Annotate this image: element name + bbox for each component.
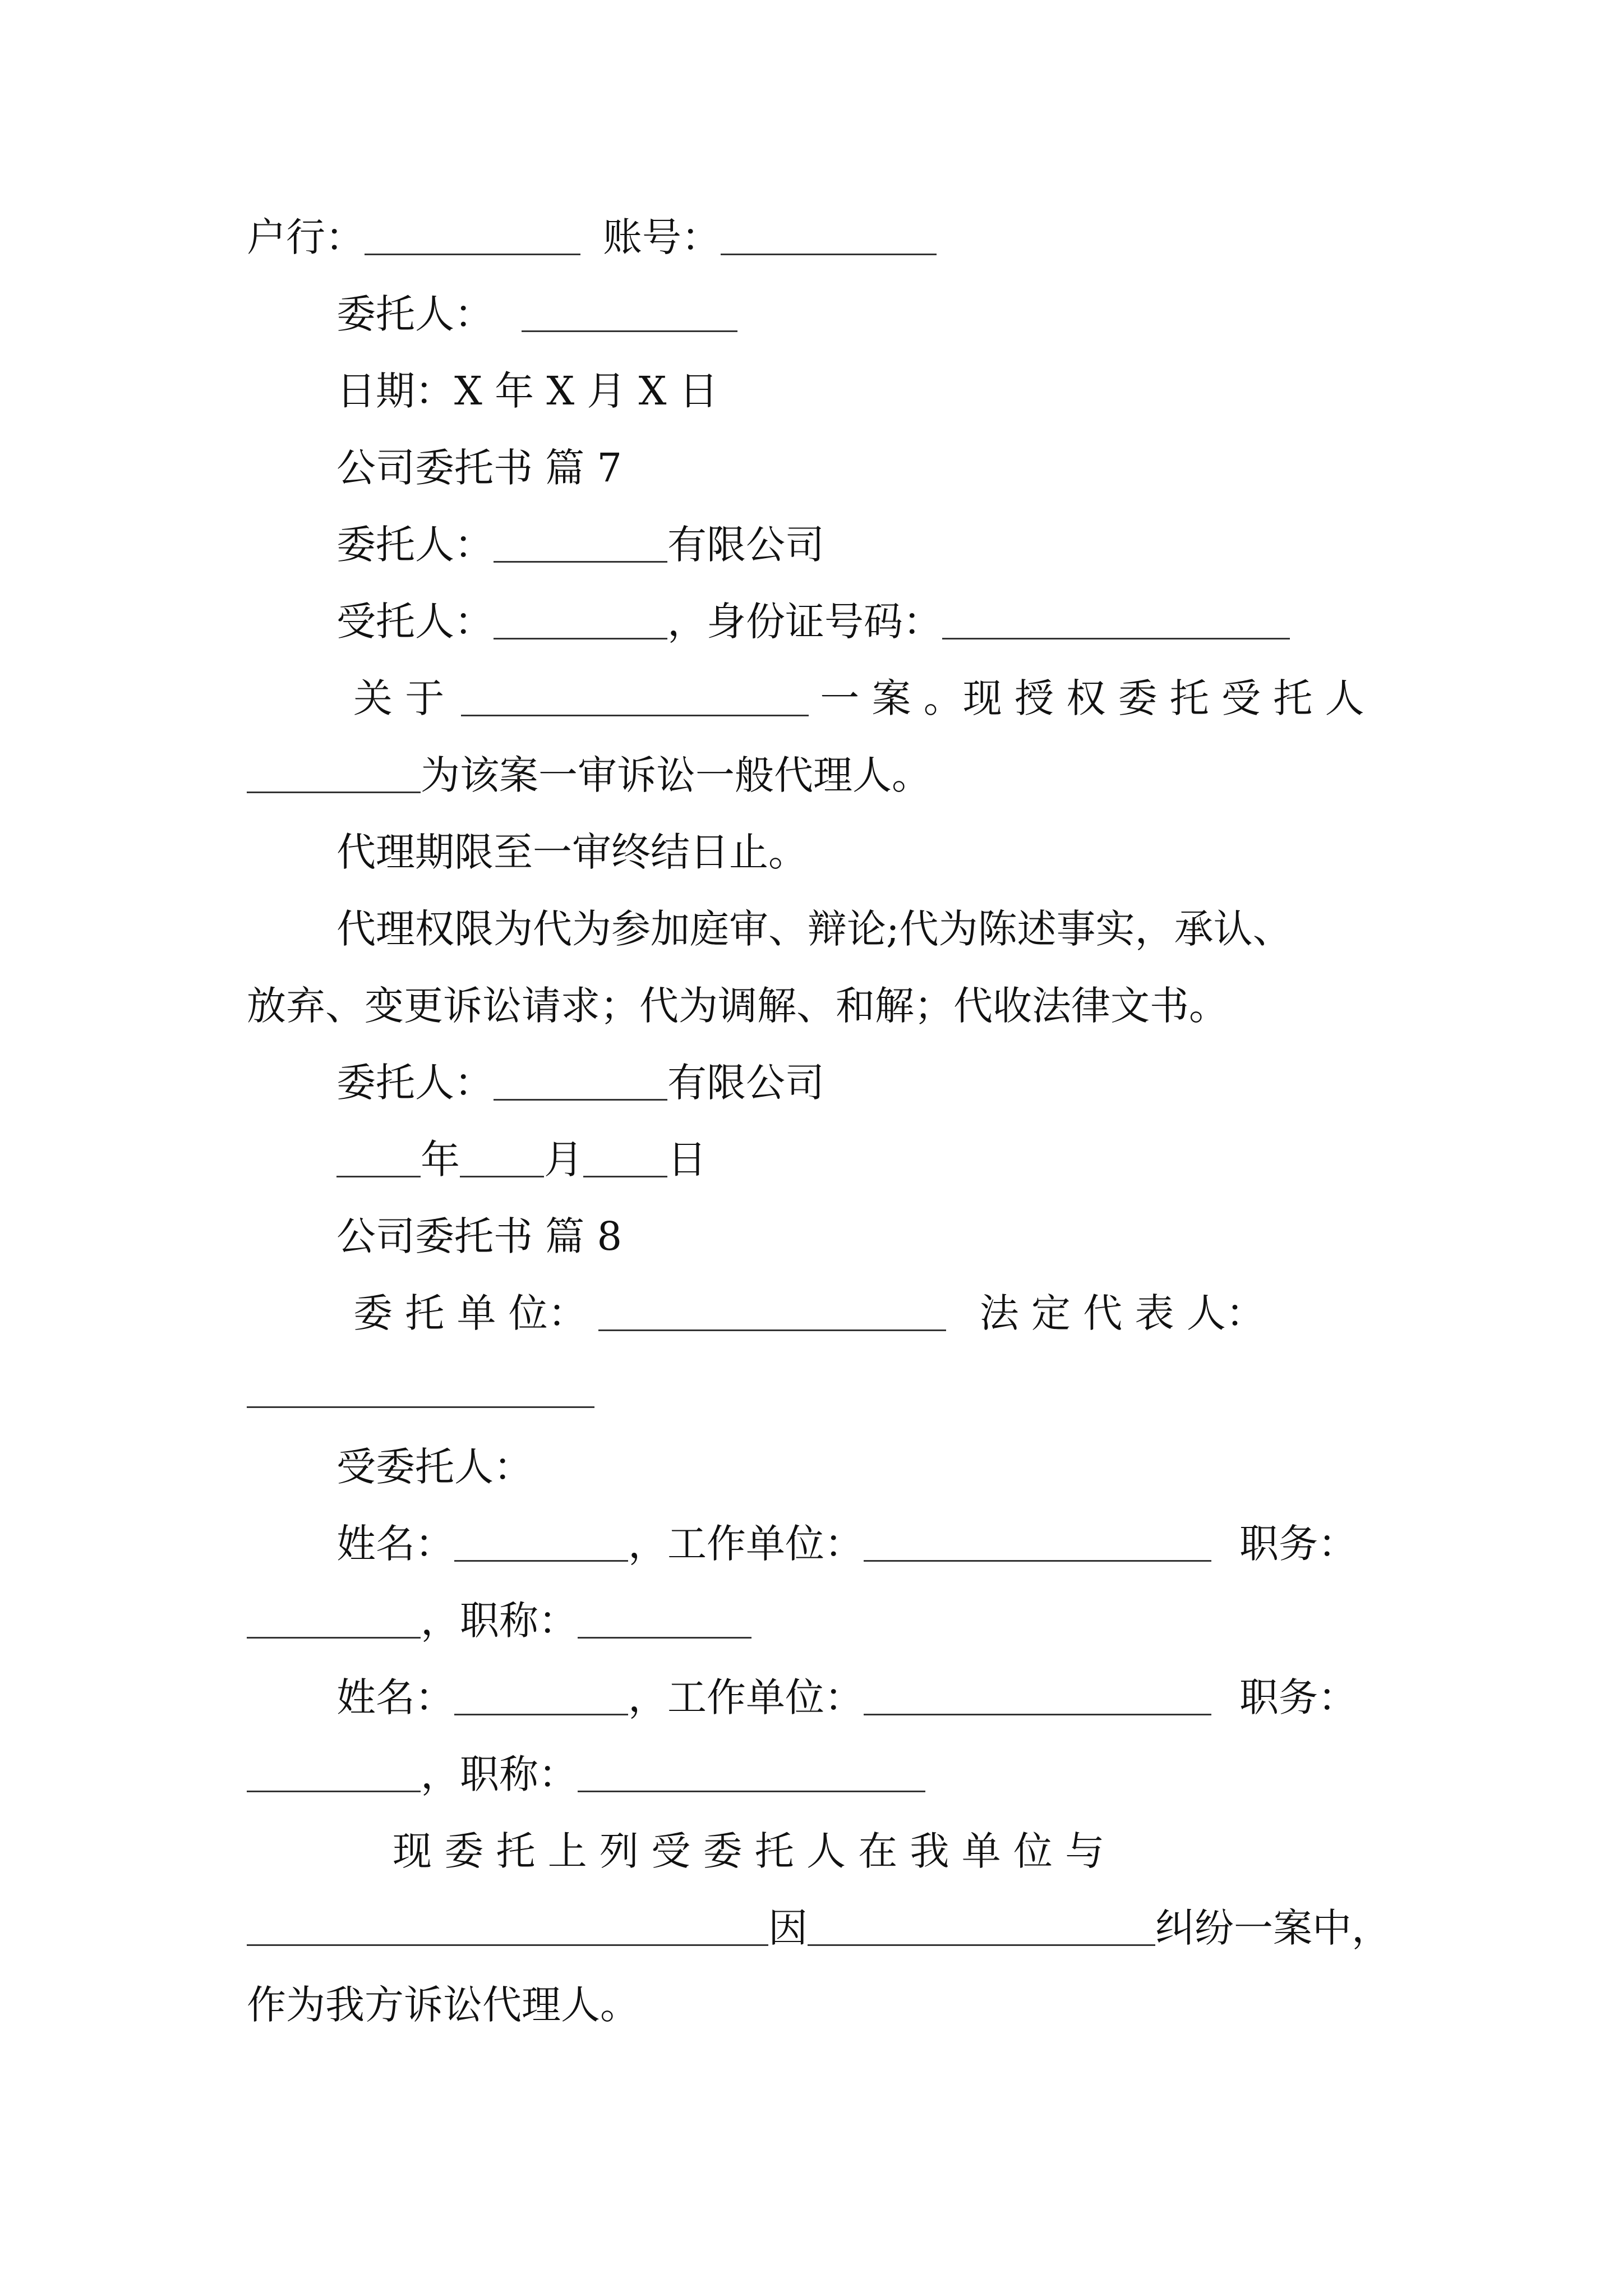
- id-number-blank: [942, 602, 1290, 639]
- account-blank: [721, 218, 937, 255]
- company-suffix: 有限公司: [667, 1060, 824, 1106]
- year-blank: [336, 1140, 421, 1177]
- dispute-blank: [808, 1908, 1155, 1946]
- authority-line-1: [336, 898, 1292, 960]
- entrustment-line-3: [247, 1974, 639, 2036]
- agent-2-line: [336, 1667, 1357, 1728]
- case-line: [353, 668, 1364, 729]
- authority-text-2: 放弃、变更诉讼请求；代为调解、和解；代收法律文书。: [247, 983, 1228, 1029]
- year-label: 年: [421, 1137, 460, 1182]
- principal-company-line: [336, 514, 824, 576]
- name-blank: [454, 1524, 628, 1562]
- bank-blank: [365, 218, 580, 255]
- section-title-7: 公司委托书 篇 7: [336, 445, 623, 491]
- agents-heading: 受委托人：: [336, 1444, 533, 1490]
- position-blank: [247, 1601, 421, 1639]
- authority-line-2: [247, 975, 1228, 1037]
- section-title-8: 公司委托书 篇 8: [336, 1213, 623, 1259]
- section-heading-7: [336, 437, 622, 499]
- entrustment-text-1: 现 委 托 上 列 受 委 托 人 在 我 单 位 与: [393, 1828, 1105, 1874]
- month-label: 月: [544, 1137, 583, 1182]
- bank-label: 户行：: [247, 214, 365, 260]
- agent-1-line: [336, 1513, 1357, 1575]
- legal-rep-blank-line: [247, 1359, 594, 1421]
- case-blank: [461, 679, 809, 716]
- authority-text-1: 代理权限为代为参加庭审、辩论;代为陈述事实，承认、: [336, 906, 1292, 952]
- cause-label: 因: [768, 1905, 808, 1951]
- case-role-text: 为该案一审诉讼一般代理人。: [421, 752, 931, 798]
- workplace-blank: [864, 1678, 1211, 1715]
- bank-account-line: [247, 206, 937, 268]
- agents-heading-line: [336, 1436, 533, 1498]
- workplace-label: ，工作单位：: [628, 1674, 864, 1720]
- principal-company-line-2: [336, 1052, 824, 1114]
- agent-name-blank: [247, 756, 421, 793]
- name-label: 姓名：: [336, 1521, 454, 1567]
- case-continuation-line: [247, 744, 931, 806]
- workplace-blank: [864, 1524, 1211, 1562]
- agent-2-title-line: [247, 1743, 925, 1805]
- name-label: 姓名：: [336, 1674, 454, 1720]
- dispute-suffix: 纠纷一案中，: [1155, 1905, 1391, 1951]
- principal-label: 委托人：: [336, 1060, 494, 1106]
- date-blank-line: [336, 1129, 707, 1190]
- title-blank: [578, 1601, 751, 1639]
- case-suffix: 一 案 。现 授 权 委 托 受 托 人: [820, 675, 1364, 721]
- term-line: [336, 821, 808, 883]
- case-prefix: 关 于: [353, 675, 445, 721]
- section-heading-8: [336, 1205, 622, 1267]
- day-blank: [583, 1140, 667, 1177]
- date-line: [336, 360, 718, 422]
- name-blank: [454, 1678, 628, 1715]
- title-label: ，职称：: [421, 1598, 578, 1644]
- position-label: 职务：: [1239, 1521, 1357, 1567]
- id-number-label: ，身份证号码：: [667, 599, 942, 645]
- unit-label: 委 托 单 位：: [353, 1290, 587, 1336]
- agent-line: [336, 591, 1290, 652]
- agent-1-title-line: [247, 1590, 751, 1651]
- entrustment-text-3: 作为我方诉讼代理人。: [247, 1982, 639, 2028]
- month-blank: [460, 1140, 544, 1177]
- company-suffix: 有限公司: [667, 522, 824, 568]
- agent-label: 受托人：: [336, 599, 494, 645]
- company-name-blank: [494, 1063, 667, 1101]
- entrustment-line-2: [247, 1897, 1391, 1959]
- unit-blank: [598, 1294, 946, 1331]
- legal-rep-blank: [247, 1370, 594, 1408]
- position-blank: [247, 1755, 421, 1792]
- company-name-blank: [494, 525, 667, 563]
- principal-label: 委托人：: [336, 522, 494, 568]
- entrusting-unit-line: [353, 1282, 1265, 1344]
- counterparty-blank: [247, 1908, 768, 1946]
- position-label: 职务：: [1239, 1674, 1357, 1720]
- legal-rep-label: 法 定 代 表 人：: [979, 1290, 1265, 1336]
- term-text: 代理期限至一审终结日止。: [336, 829, 808, 875]
- principal-line: [336, 283, 737, 345]
- title-blank: [578, 1755, 925, 1792]
- principal-blank: [522, 295, 737, 332]
- title-label: ，职称：: [421, 1751, 578, 1797]
- workplace-label: ，工作单位：: [628, 1521, 864, 1567]
- principal-label: 委托人：: [336, 291, 494, 337]
- agent-name-blank: [494, 602, 667, 639]
- entrustment-line-1: [393, 1820, 1104, 1882]
- day-label: 日: [667, 1137, 707, 1182]
- date-text: 日期：X 年 X 月 X 日: [336, 368, 718, 414]
- account-label: 账号：: [603, 214, 721, 260]
